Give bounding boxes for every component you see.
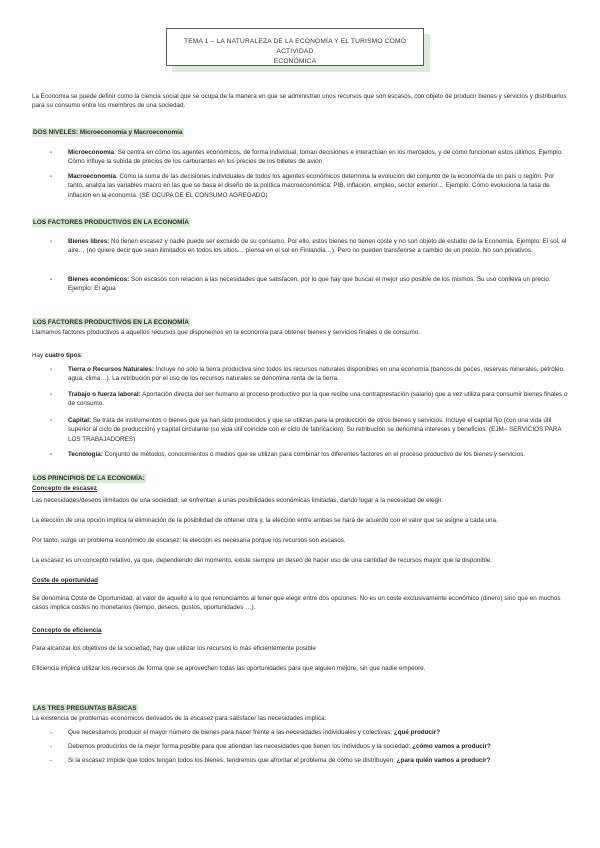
list-item-macroeconomia xyxy=(68,172,568,200)
text-tecnologia: Conjunto de métodos, conocimientos o medios que se utilizan para combinar los diferentes factores en el proceso productivo de los bienes y servicios. xyxy=(102,451,525,458)
term-tierra: Tierra o Recursos Naturales: xyxy=(68,366,154,373)
term-tecnologia: Tecnología: xyxy=(68,451,103,458)
subheading-coste-oportunidad: Coste de oportunidad xyxy=(32,577,99,584)
text-tierra: Incluye no sólo la tierra productiva sino todos los recursos naturales disponibles en una economía (bancos de peces, reservas minerales, petróleo, agua, clima…). La retribución por el uso de los recursos naturales se denomina renta de la tierra. xyxy=(68,366,565,383)
list-item-tecnologia xyxy=(68,450,568,459)
section-heading-preguntas: LAS TRES PREGUNTAS BÁSICAS xyxy=(33,705,137,712)
text-trabajo: Aportación directa del ser humano al proceso productivo por la que recibe una contraprestación (salario) que a vez utiliza para consumir bienes finales o de consumo. xyxy=(68,391,568,408)
question-para-quien-producir: ¿para quién vamos a producir? xyxy=(396,757,491,764)
section-heading-principios: LOS PRINCIPIOS DE LA ECONOMÍA: xyxy=(33,475,145,482)
term-trabajo: Trabajo o fuerza laboral: xyxy=(68,391,141,398)
list-item-capital xyxy=(68,416,568,444)
intro-paragraph: La Economía se puede definir como la ciencia social que se ocupa de la manera en que se administran unos recursos que son escasos, con objeto de producir bienes y servicios y distribuirlos para su consumo entre los miembros de una sociedad. xyxy=(32,93,567,110)
list-item-bienes-economicos xyxy=(68,275,568,294)
list-item-microeconomia xyxy=(68,148,568,167)
escasez-paragraph-1: Las necesidades/deseos ilimitados de una sociedad, se enfrentan a unas posibilidades económicas limitadas, dando lugar a la necesidad de elegir. xyxy=(32,497,443,504)
list-item-para-quien-producir xyxy=(68,756,568,765)
list-item-que-producir xyxy=(68,728,568,737)
text-para-quien-producir: Si la escasez impide que todos tengan todos los bienes, tendremos que afrontar el problema de cómo se distribuyen: xyxy=(68,757,397,764)
title-line-1: TEMA 1 – LA NATURALEZA DE LA ECONOMÍA Y EL TURISMO COMO ACTIVIDAD xyxy=(183,38,407,55)
subheading-eficiencia: Concepto de eficiencia xyxy=(32,627,102,634)
bullet-dash: - xyxy=(50,391,53,398)
bullet-dash: - xyxy=(50,451,53,458)
text-macroeconomia: : Cómo la suma de las decisiones individuales de todos los agentes económicos determina la evolución del conjunto de la economía de un país o región. Por tanto, analiza las variables macro en las que se basa el diseño de la política macroeconómica: PIB, inflación, empleo, sector exterior… Ejemplo: Cómo evoluciona la tasa de inflación en la economía. (SE OCUPA DE EL CONSUMO AGREGADO) xyxy=(68,173,555,199)
escasez-paragraph-3: Por tanto, surge un problema económico de escasez: la elección es necesaria porque los recursos son escasos. xyxy=(32,537,346,544)
term-capital: Capital: xyxy=(68,417,92,424)
page-title xyxy=(166,28,424,66)
list-item-bienes-libres xyxy=(68,237,568,256)
text-bienes-economicos: Son escasos con relación a las necesidades que satisfacen, por lo que hay que buscar el mejor uso posible de los mismos. Su uso conlleva un precio. Ejemplo: El agua xyxy=(68,276,551,293)
list-item-como-producir xyxy=(68,742,568,751)
eficiencia-paragraph-1: Para alcanzar los objetivos de la sociedad, hay que utilizar los recursos lo más eficientemente posible xyxy=(32,645,316,652)
term-bienes-libres: Bienes libres: xyxy=(68,238,110,245)
question-como-producir: ¿cómo vamos a producir? xyxy=(412,743,491,750)
term-microeconomia: Microeconomía xyxy=(68,149,115,156)
tipos-bold: cuatro tipos xyxy=(44,352,81,359)
text-que-producir: Que necesitamos producir el mayor número de bienes para hacer frente a las necesidades individuales y colectivas: xyxy=(68,729,394,736)
term-macroeconomia: Macroeconomía xyxy=(68,173,116,180)
section-heading-niveles: DOS NIVELES: Microeconomía y Macroeconomía xyxy=(33,129,183,136)
text-microeconomia: : Se centra en cómo los agentes económicos, de forma individual, toman decisiones e interactúan en los mercados, y de cómo funcionan estos últimos. Ejemplo: Cómo influye la subida de precios de los carburantes en los precios de los billetes de avión xyxy=(68,149,563,166)
list-item-tierra xyxy=(68,365,568,384)
tipos-line xyxy=(32,351,572,360)
title-box xyxy=(166,28,432,70)
tipos-suffix: : xyxy=(81,352,83,359)
text-capital: Se trata de instrumentos o bienes que ya han sido producidos y que se utilizan para la producción de otros bienes y servicios. Incluye el capital fijo (con una vida útil superior al ciclo de producción) y capital circulante (su vida útil coincide con el ciclo de fabricación). Su retribución se denomina intereses y beneficios. (EJM– SERVICIOS PARA LOS TRABAJADORES) xyxy=(68,417,562,443)
bullet-dash: - xyxy=(50,743,53,750)
bullet-dash: - xyxy=(50,276,53,283)
bullet-dash: - xyxy=(50,757,53,764)
section-heading-factores-1: LOS FACTORES PRODUCTIVOS EN LA ECONOMÍA xyxy=(33,219,189,226)
bullet-dash: - xyxy=(50,417,53,424)
escasez-paragraph-4: La escasez es un concepto relativo, ya que, dependiendo del momento, existe siempre un deseo de hacer uso de una cantidad de recursos mayor que la disponible. xyxy=(32,557,492,564)
section-heading-factores-2: LOS FACTORES PRODUCTIVOS EN LA ECONOMÍA xyxy=(33,319,189,326)
bullet-dash: - xyxy=(50,238,53,245)
text-bienes-libres: No tienen escasez y nadie puede ser excluido de su consumo. Por ello, estos bienes no tienen coste y no son objeto de estudio de la Economía. Ejemplo: El sol, el aire… (no quiere decir que sean ilimitados en todos los sitios… piensa en el sol en Finlandia…). Pero no pueden transferirse a cambio de un precio. No son privativos. xyxy=(68,238,567,255)
preguntas-intro: La existencia de problemas económicos derivados de la escasez para satisfacer las necesidades implica: xyxy=(32,715,327,722)
factores-intro: Llamamos factores productivos a aquellos recursos que disponemos en la economía para obtener bienes y servicios finales o de consumo. xyxy=(32,329,421,336)
title-line-2: ECONÓMICA xyxy=(273,58,317,65)
bullet-dash: - xyxy=(50,729,53,736)
list-item-trabajo xyxy=(68,390,568,409)
text-como-producir: Debemos producirlos de la mejor forma posible para que atiendan las necesidades que tienen los individuos y la sociedad: xyxy=(68,743,413,750)
subheading-escasez: Concepto de escasez xyxy=(32,485,97,492)
bullet-dash: - xyxy=(50,149,53,156)
escasez-paragraph-2: La elección de una opción implica la eliminación de la posibilidad de obtener otra y, la elección entre ambas se hará de acuerdo con el valor que se asigne a cada una. xyxy=(32,517,498,524)
question-que-producir: ¿qué producir? xyxy=(393,729,441,736)
bullet-dash: - xyxy=(50,173,53,180)
bullet-dash: - xyxy=(50,366,53,373)
eficiencia-paragraph-2: Eficiencia implica utilizar los recursos de forma que se aprovechen todas las oportunidades para que alguien mejore, sin que nadie empeore. xyxy=(32,665,426,672)
term-bienes-economicos: Bienes económicos: xyxy=(68,276,130,283)
coste-paragraph: Se denomina Coste de Oportunidad, al valor de aquello a lo que renunciamos al tener que elegir entre dos opciones. No es un coste exclusivamente económico (dinero) sino que en muchos casos implica costes no monetarios (tiempo, deseos, gustos, oportunidades …). xyxy=(32,595,561,612)
tipos-prefix: Hay xyxy=(32,352,45,359)
